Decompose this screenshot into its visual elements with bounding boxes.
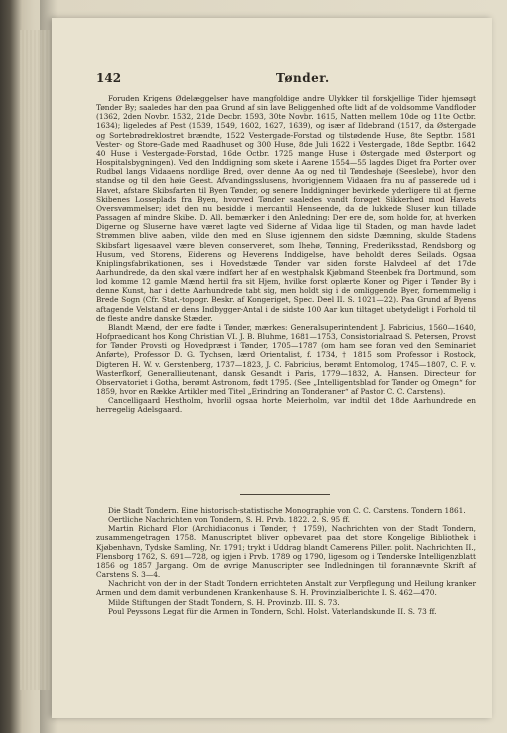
section-divider <box>240 494 330 495</box>
reference-item: Martin Richard Flor (Archidiaconus i Tønder, † 1759), Nachrichten von der Stadt Tondern, zusammengetragen 1758. Manuscriptet bliver opbevaret paa det store Kongelige Bibliothek i Kjøbenhavn, Tydske Samling, Nr. 1791; trykt i Uddrag blandt Camerens Piller. polit. Nachrichten II., Flensborg 1762, S. 691—728, og igjen i Prvb. 1789 og 1790, ligesom og i Tønderske Intelligenzblatt 1856 og 1857 Jargang. Om de øvrige Manuscripter see Indledningen til forannævnte Skrift af Carstens S. 3—4. <box>96 524 476 580</box>
page-number: 142 <box>96 71 122 85</box>
paragraph-hestholm: Cancelligaard Hestholm, hvorlil ogsaa horte Meierholm, var indtil det 18de Aarhundrede en herregelig Adelsgaard. <box>96 396 476 415</box>
paragraph-notable-people: Blandt Mænd, der ere fødte i Tønder, mærkes: Generalsuperintendent J. Fabricius, 1560—1640, Hofpraedicant hos Kong Christian VI. J. B. Bluhme, 1681—1753, Consistorialraad S. Petersen, Provst for Tønder Provsti og Hovedpræst i Tønder, 1705—1787 (om ham see foran ved den Seminariet Anførte), Professor D. G. Tychsen, lærd Orientalist, f. 1734, † 1815 som Professor i Rostock, Digteren H. W. v. Gerstenberg, 1737—1823, J. C. Fabricius, berømt Entomolog, 1745—1807, C. F. v. Wasterfkorf, Generallieutenant, dansk Gesandt i Paris, 1779—1832, A. Hansen. Directeur for Observatoriet i Gotha, berømt Astronom, født 1795. (See „Intelligentsblad for Tønder og Omegn“ for 1859, hvor en Række Artikler med Titel „Erindring an Tonderaner“ af Pastor C. C. Carstens). <box>96 322 476 396</box>
paragraph-disasters: Foruden Krigens Ødelæggelser have mangfoldige andre Ulykker til forskjellige Tider hjemsøgt Tønder By; saaledes har den paa Grund af sin lave Beliggenhed ofte lidt af de voldsomme Vandfloder (1362, 2den Novbr. 1532, 21de Decbr. 1593, 30te Novbr. 1615, Natten mellem 10de og 11te Octbr. 1634); ligeledes af Pest (1539, 1549, 1602, 1627, 1639), og især af Ildebrand (1517, da Østergade og Sortebrødreklostret brændte, 1522 Vestergade-Forstad og tilstødende Huse, 8te Septbr. 1581 Vester- og Store-Gade med Raadhuset og 300 Huse, 8de Juli 1622 i Vestergade, 18de Septbr. 1642 40 Huse i Vestergade-Forstad, 16de Octbr. 1725 mange Huse i Østergade med Østerport og Hospitalsbygningen). Ved den Inddigning som skete i Aarene 1554—55 lagdes Diget fra Porter over Rudbøl langs Vidaaens nordlige Bred, over denne Aa og ned til Tøndeshøje (Seeslebe), hvor den standse og til den høie Geest. Afvandingsslusens, hvorigjennem Vidaaen fra nu af passerede ud i Havet, afstare Skibsfarten til Byen Tønder, og senere Inddigninger bevirkede yderligere til at fjerne Skibenes Losseplads fra Byen, hvorved Tønder saaledes vandt forøget Sikkerhed mod Havets Oversvømmelser; idet den nu besidde i mercantil Henseende, da de lukkede Sluser kun tillade Passagen af mindre Skibe. D. All. bemærker i den Anledning: Der ere de, som holde for, at hverken Digerne og Sluserne have været lagte ved Siderne af Vidaa lige til Staden, og man havde ladet Strømmen blive aaben, vilde den med en Sluse igjennem den sidste Dæmning, skulde Stadens Skibsfart ligesaavel være bleven conserveret, som Ihehø, Tønning, Frederiksstad, Rendsborg og Husum, ved Storens, Eiderens og Heverens Inddigelse, have beholdt deres Seilads. Ogsaa Kniplingsfabrikationen, ses i Hovedstæde Tønder var siden forste Halvdeel af det 17de Aarhundrede, da den skal være indført her af en westphalsk Kjøbmand Steenbek fra Dortmund, som lod komme 12 gamle Mænd hertil fra sit Hjem, hvilke forst oplærte Koner og Piger i Tønder By i denne Kunst, har i dette Aarhundrede tabt sig, men holdt sig i de omliggende Byer, fornemmelig i Brede Sogn (Cfr. Stat.-topogr. Beskr. af Kongeriget, Spec. Deel II. S. 1021—22). Paa Grund af Byens aftagende Velstand er dens Indbygger-Antal i de sidste 100 Aar kun tiltaget ubetydeligt i Forhold til de fleste andre danske Stæder. <box>96 94 476 323</box>
references <box>96 506 476 616</box>
body-text <box>96 94 476 414</box>
reference-item: Oertliche Nachrichten von Tondern, S. H. Prvb. 1822. 2. S. 95 ff. <box>108 515 350 525</box>
page-header <box>96 71 476 87</box>
reference-item: Poul Peyssons Legat für die Armen in Tondern, Schl. Holst. Vaterlandskunde II. S. 73 ff. <box>108 606 437 616</box>
reference-item: Milde Stiftungen der Stadt Tondern, S. H. Provinzb. III. S. 73. <box>108 597 340 607</box>
reference-item: Die Stadt Tondern. Eine historisch-statistische Monographie von C. C. Carstens. Tondern 1861. <box>108 506 466 515</box>
running-head: Tønder. <box>276 71 330 85</box>
reference-item: Nachricht von der in der Stadt Tondern errichteten Anstalt zur Verpflegung und Heilung kranker Armen und dem damit verbundenen Krankenhause S. H. Provinzialberichte I. S. 462—470. <box>96 579 476 598</box>
